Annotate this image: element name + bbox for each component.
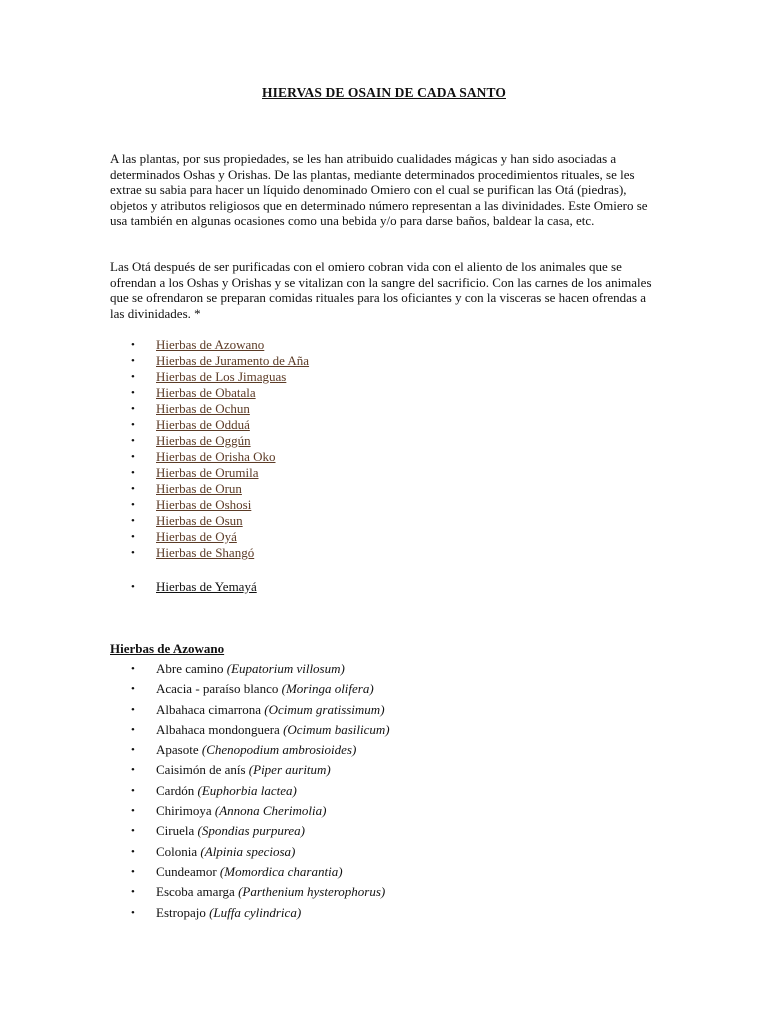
plant-name: Apasote bbox=[156, 742, 199, 758]
bullet-icon: • bbox=[131, 784, 135, 797]
plant-name: Estropajo bbox=[156, 904, 206, 920]
toc-link-orumila[interactable]: Hierbas de Orumila bbox=[156, 465, 259, 480]
toc-link-obatala[interactable]: Hierbas de Obatala bbox=[156, 385, 256, 400]
bullet-icon: • bbox=[131, 371, 135, 383]
toc-link-orun[interactable]: Hierbas de Orun bbox=[156, 481, 242, 496]
toc-list bbox=[0, 337, 768, 561]
bullet-icon: • bbox=[131, 435, 135, 447]
toc-link-jimaguas[interactable]: Hierbas de Los Jimaguas bbox=[156, 369, 287, 384]
plant-item bbox=[0, 760, 768, 780]
plant-scientific-name: (Eupatorium villosum) bbox=[226, 661, 345, 676]
bullet-icon: • bbox=[131, 845, 135, 858]
list-item bbox=[0, 337, 768, 353]
plant-name: Albahaca mondonguera bbox=[156, 721, 280, 737]
bullet-icon: • bbox=[131, 531, 135, 543]
toc-link-ochun[interactable]: Hierbas de Ochun bbox=[156, 401, 250, 416]
plant-name: Abre camino bbox=[156, 661, 224, 676]
plant-scientific-name: (Annona Cherimolia) bbox=[214, 803, 327, 819]
plant-scientific-name: (Luffa cylindrica) bbox=[209, 904, 302, 920]
plant-item bbox=[0, 740, 768, 760]
list-item bbox=[0, 433, 768, 449]
bullet-icon: • bbox=[131, 744, 135, 757]
list-item bbox=[0, 513, 768, 529]
plant-name: Cundeamor bbox=[156, 863, 217, 879]
toc-link-orisha-oko[interactable]: Hierbas de Orisha Oko bbox=[156, 449, 276, 464]
plant-item bbox=[0, 882, 768, 902]
bullet-icon: • bbox=[131, 387, 135, 399]
toc-link-yemaya[interactable]: Hierbas de Yemayá bbox=[156, 579, 257, 594]
bullet-icon: • bbox=[131, 906, 135, 919]
bullet-icon: • bbox=[131, 581, 135, 593]
toc-list-extra bbox=[0, 579, 768, 595]
plant-scientific-name: (Ocimum basilicum) bbox=[283, 721, 390, 737]
document-title: HIERVAS DE OSAIN DE CADA SANTO bbox=[262, 85, 506, 100]
bullet-icon: • bbox=[131, 467, 135, 479]
list-item bbox=[0, 545, 768, 561]
bullet-icon: • bbox=[131, 451, 135, 463]
bullet-icon: • bbox=[131, 547, 135, 559]
list-item bbox=[0, 417, 768, 433]
plant-name: Caisimón de anís bbox=[156, 762, 246, 778]
plant-name: Ciruela bbox=[156, 823, 195, 839]
toc-link-oya[interactable]: Hierbas de Oyá bbox=[156, 529, 237, 544]
toc-link-oshosi[interactable]: Hierbas de Oshosi bbox=[156, 497, 252, 512]
plant-name: Chirimoya bbox=[156, 803, 212, 819]
list-item bbox=[0, 385, 768, 401]
plant-scientific-name: (Euphorbia lactea) bbox=[197, 782, 297, 798]
plant-item bbox=[0, 659, 768, 679]
bullet-icon: • bbox=[131, 515, 135, 527]
bullet-icon: • bbox=[131, 805, 135, 818]
bullet-icon: • bbox=[131, 663, 135, 675]
ota-paragraph: Las Otá después de ser purificadas con el omiero cobran vida con el aliento de los animales que se ofrendan a los Oshas y Orishas y se vitalizan con la sangre del sacrificio. Con las carnes de los animales que se ofrendaron se preparan comidas rituales para los oficiantes y con la visceras se hacen ofrendas a las divinidades. * bbox=[110, 259, 652, 321]
bullet-icon: • bbox=[131, 703, 135, 716]
plant-item bbox=[0, 720, 768, 740]
plant-item bbox=[0, 842, 768, 862]
bullet-icon: • bbox=[131, 886, 135, 899]
plant-list bbox=[0, 659, 768, 923]
plant-item bbox=[0, 862, 768, 882]
bullet-icon: • bbox=[131, 355, 135, 367]
toc-link-juramento-ana[interactable]: Hierbas de Juramento de Aña bbox=[156, 353, 310, 368]
bullet-icon: • bbox=[131, 339, 135, 351]
plant-name: Colonia bbox=[156, 843, 198, 859]
list-item bbox=[0, 465, 768, 481]
toc-link-osun[interactable]: Hierbas de Osun bbox=[156, 513, 243, 528]
plant-scientific-name: (Momordica charantia) bbox=[219, 863, 343, 879]
list-item bbox=[0, 401, 768, 417]
plant-item bbox=[0, 903, 768, 923]
plant-name: Albahaca cimarrona bbox=[156, 701, 262, 717]
plant-scientific-name: (Ocimum gratissimum) bbox=[264, 701, 385, 717]
plant-item bbox=[0, 821, 768, 841]
bullet-icon: • bbox=[131, 403, 135, 415]
bullet-icon: • bbox=[131, 723, 135, 736]
plant-item bbox=[0, 781, 768, 801]
plant-item bbox=[0, 679, 768, 699]
plant-scientific-name: (Chenopodium ambrosioides) bbox=[201, 742, 357, 758]
bullet-icon: • bbox=[131, 483, 135, 495]
list-item bbox=[0, 579, 768, 595]
intro-paragraph: A las plantas, por sus propiedades, se les han atribuido cualidades mágicas y han sido asociadas a determinados Oshas y Orishas. De las plantas, mediante determinados procedimientos rituales, se les extrae su sabia para hacer un líquido denominado Omiero con el cual se purifican las Otá (piedras), objetos y atributos religiosos que en determinado número representan a las divinidades. Este Omiero se usa también en algunas ocasiones como una bebida y/o para darse baños, baldear la casa, etc. bbox=[110, 151, 648, 229]
section-heading: Hierbas de Azowano bbox=[110, 641, 225, 656]
bullet-icon: • bbox=[131, 865, 135, 878]
plant-name: Acacia - paraíso blanco bbox=[156, 681, 279, 697]
plant-item bbox=[0, 700, 768, 720]
plant-scientific-name: (Parthenium hysterophorus) bbox=[238, 884, 386, 900]
list-item bbox=[0, 481, 768, 497]
toc-link-azowano[interactable]: Hierbas de Azowano bbox=[156, 337, 265, 352]
bullet-icon: • bbox=[131, 419, 135, 431]
bullet-icon: • bbox=[131, 499, 135, 511]
toc-link-oddua[interactable]: Hierbas de Odduá bbox=[156, 417, 250, 432]
list-item bbox=[0, 497, 768, 513]
plant-scientific-name: (Moringa olifera) bbox=[281, 681, 374, 697]
plant-name: Cardón bbox=[156, 782, 195, 798]
plant-scientific-name: (Piper auritum) bbox=[248, 762, 331, 778]
bullet-icon: • bbox=[131, 683, 135, 696]
bullet-icon: • bbox=[131, 825, 135, 838]
list-item bbox=[0, 449, 768, 465]
plant-item bbox=[0, 801, 768, 821]
list-item bbox=[0, 369, 768, 385]
toc-link-oggun[interactable]: Hierbas de Oggún bbox=[156, 433, 251, 448]
toc-link-shango[interactable]: Hierbas de Shangó bbox=[156, 545, 255, 560]
bullet-icon: • bbox=[131, 764, 135, 777]
list-item bbox=[0, 529, 768, 545]
plant-scientific-name: (Alpinia speciosa) bbox=[200, 843, 296, 859]
plant-scientific-name: (Spondias purpurea) bbox=[197, 823, 306, 839]
plant-name: Escoba amarga bbox=[156, 884, 235, 900]
list-item bbox=[0, 353, 768, 369]
